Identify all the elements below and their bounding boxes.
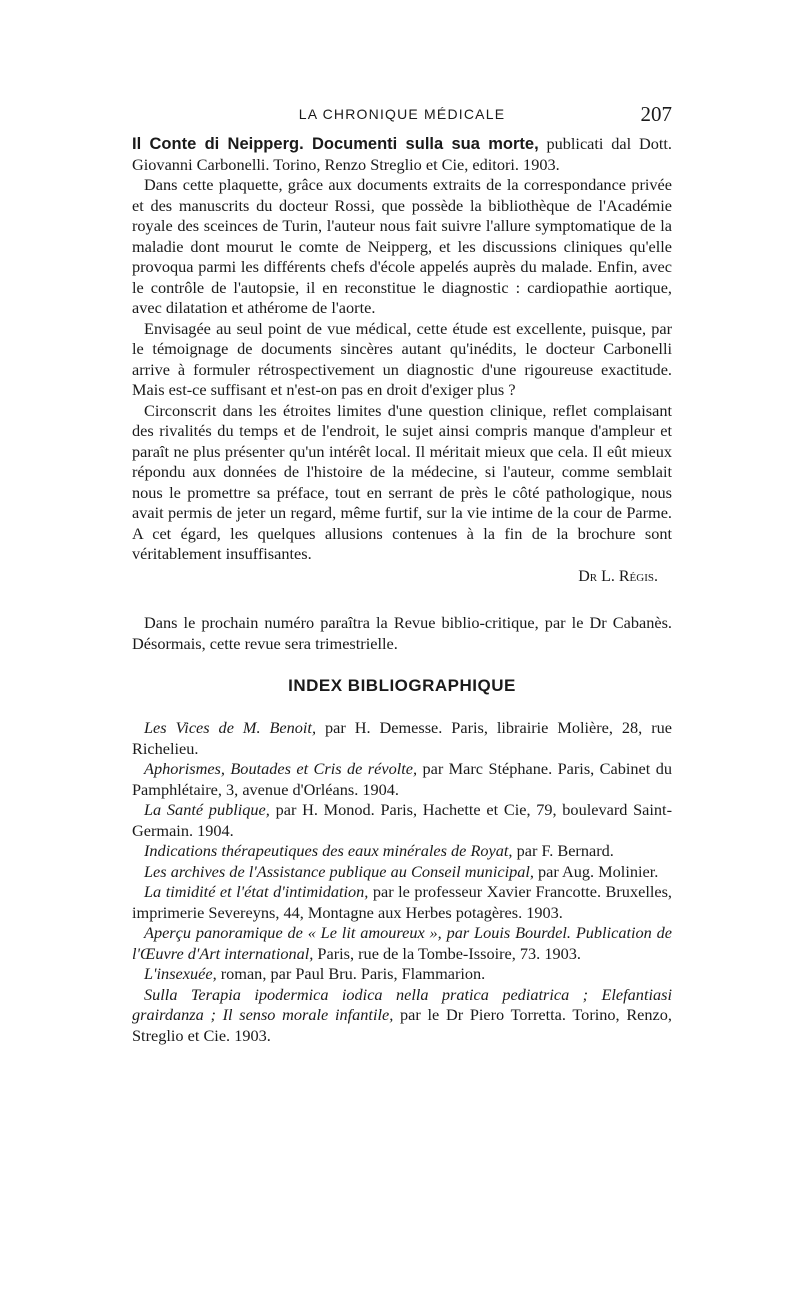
index-entry (132, 964, 672, 985)
page-header (132, 100, 672, 134)
entry-title: Les Vices de M. Benoit, (144, 718, 317, 737)
running-head: LA CHRONIQUE MÉDICALE (298, 106, 506, 122)
entry-title: Aphorismes, Boutades et Cris de révolte, (144, 759, 418, 778)
index-entry (132, 923, 672, 964)
entry-details: par Aug. Molinier. (533, 861, 659, 881)
entry-details: par H. Demesse. Paris, librairie Molière, 28, rue Richelieu. (132, 718, 672, 758)
entry-details: roman, par Paul Bru. Paris, Flammarion. (216, 964, 486, 983)
notice-paragraph: Dans le prochain numéro paraîtra la Revue biblio-critique, par le Dr Cabanès. Désormais, cette revue sera trimestrielle. (132, 613, 672, 653)
review-paragraph: Circonscrit dans les étroites limites d'une question clinique, reflet complaisant des rivalités du temps et de l'endroit, le sujet ainsi compris manque d'ampleur et paraît ne plus présenter qu'un intérêt local. Il méritait mieux que cela. Il eût mieux répondu aux données de l'histoire de la médecine, si l'auteur, comme semblait nous le promettre sa préface, tout en serrant de près le côté pathologique, nous avait permis de jeter un regard, même furtif, sur la vie intime de la cour de Parme. A cet égard, les quelques allusions contenues à la fin de la brochure sont véritablement insuffisantes. (132, 400, 672, 563)
entry-details: par F. Bernard. (512, 841, 614, 860)
entry-title: La timidité et l'état d'intimidation, (144, 882, 369, 901)
entry-title: La Santé publique, (144, 800, 270, 819)
index-entry (132, 759, 672, 800)
index-entry (132, 882, 672, 923)
entry-title: Les archives de l'Assistance publique au Conseil municipal, (144, 861, 534, 881)
review-heading (132, 134, 672, 175)
review-signature: Dr L. Régis. (578, 567, 658, 585)
entry-details: par le professeur Xavier Francotte. Bruxelles, imprimerie Severeyns, 44, Montagne aux Herbes potagères. 1903. (132, 882, 672, 922)
entry-title: L'insexuée, (144, 964, 217, 983)
index-entry (132, 800, 672, 841)
entry-details: par le Dr Piero Torretta. Torino, Renzo, Streglio et Cie. 1903. (132, 1005, 672, 1045)
index-entry (132, 718, 672, 759)
page (132, 100, 672, 1046)
review-paragraph: Envisagée au seul point de vue médical, cette étude est excellente, puisque, par le témoignage de documents sincères autant qu'inédits, le docteur Carbonelli arrive à formuler rétrospectivement un diagnostic d'une rigoureuse exactitude. Mais est-ce suffisant et n'est-on pas en droit d'exiger plus ? (132, 318, 672, 399)
review-citation: publicati dal Dott. Giovanni Carbonelli. Torino, Renzo Streglio et Cie, editori. 1903. (132, 134, 672, 174)
entry-details: Paris, rue de la Tombe-Issoire, 73. 1903. (313, 943, 581, 963)
bibliographic-index (132, 718, 672, 1046)
entry-title: Sulla Terapia ipodermica iodica nella pratica pediatrica ; Elefantiasi grairdanza ; Il senso morale infantile, (132, 984, 672, 1024)
index-heading: INDEX BIBLIOGRAPHIQUE (288, 676, 516, 695)
index-entry (132, 841, 672, 862)
entry-details: par Marc Stéphane. Paris, Cabinet du Pamphlétaire, 3, avenue d'Orléans. 1904. (132, 759, 672, 799)
review-book-title: Il Conte di Neipperg. Documenti sulla sua morte, (132, 135, 539, 153)
index-entry (132, 862, 672, 883)
page-number: 207 (640, 102, 672, 126)
entry-title: Aperçu panoramique de « Le lit amoureux », par Louis Bourdel. Publication de l'Œuvre d'Art international, (132, 923, 672, 963)
book-review (132, 134, 672, 587)
entry-title: Indications thérapeutiques des eaux minérales de Royat, (144, 841, 513, 860)
review-paragraph: Dans cette plaquette, grâce aux documents extraits de la correspondance privée et des manuscrits du docteur Rossi, que possède la bibliothèque de l'Académie royale des sceinces de Turin, l'auteur nous fait suivre l'allure symptomatique de la maladie dont mourut le comte de Neipperg, et les discussions cliniques qu'elle provoqua parmi les différents chefs d'école appelés auprès du malade. Enfin, avec le contrôle de l'autopsie, il en reconstitue le diagnostic : cardiopathie aortique, avec dilatation et athérome de l'aorte. (132, 175, 672, 317)
entry-details: par H. Monod. Paris, Hachette et Cie, 79, boulevard Saint-Germain. 1904. (132, 800, 673, 840)
index-entry (132, 985, 672, 1047)
